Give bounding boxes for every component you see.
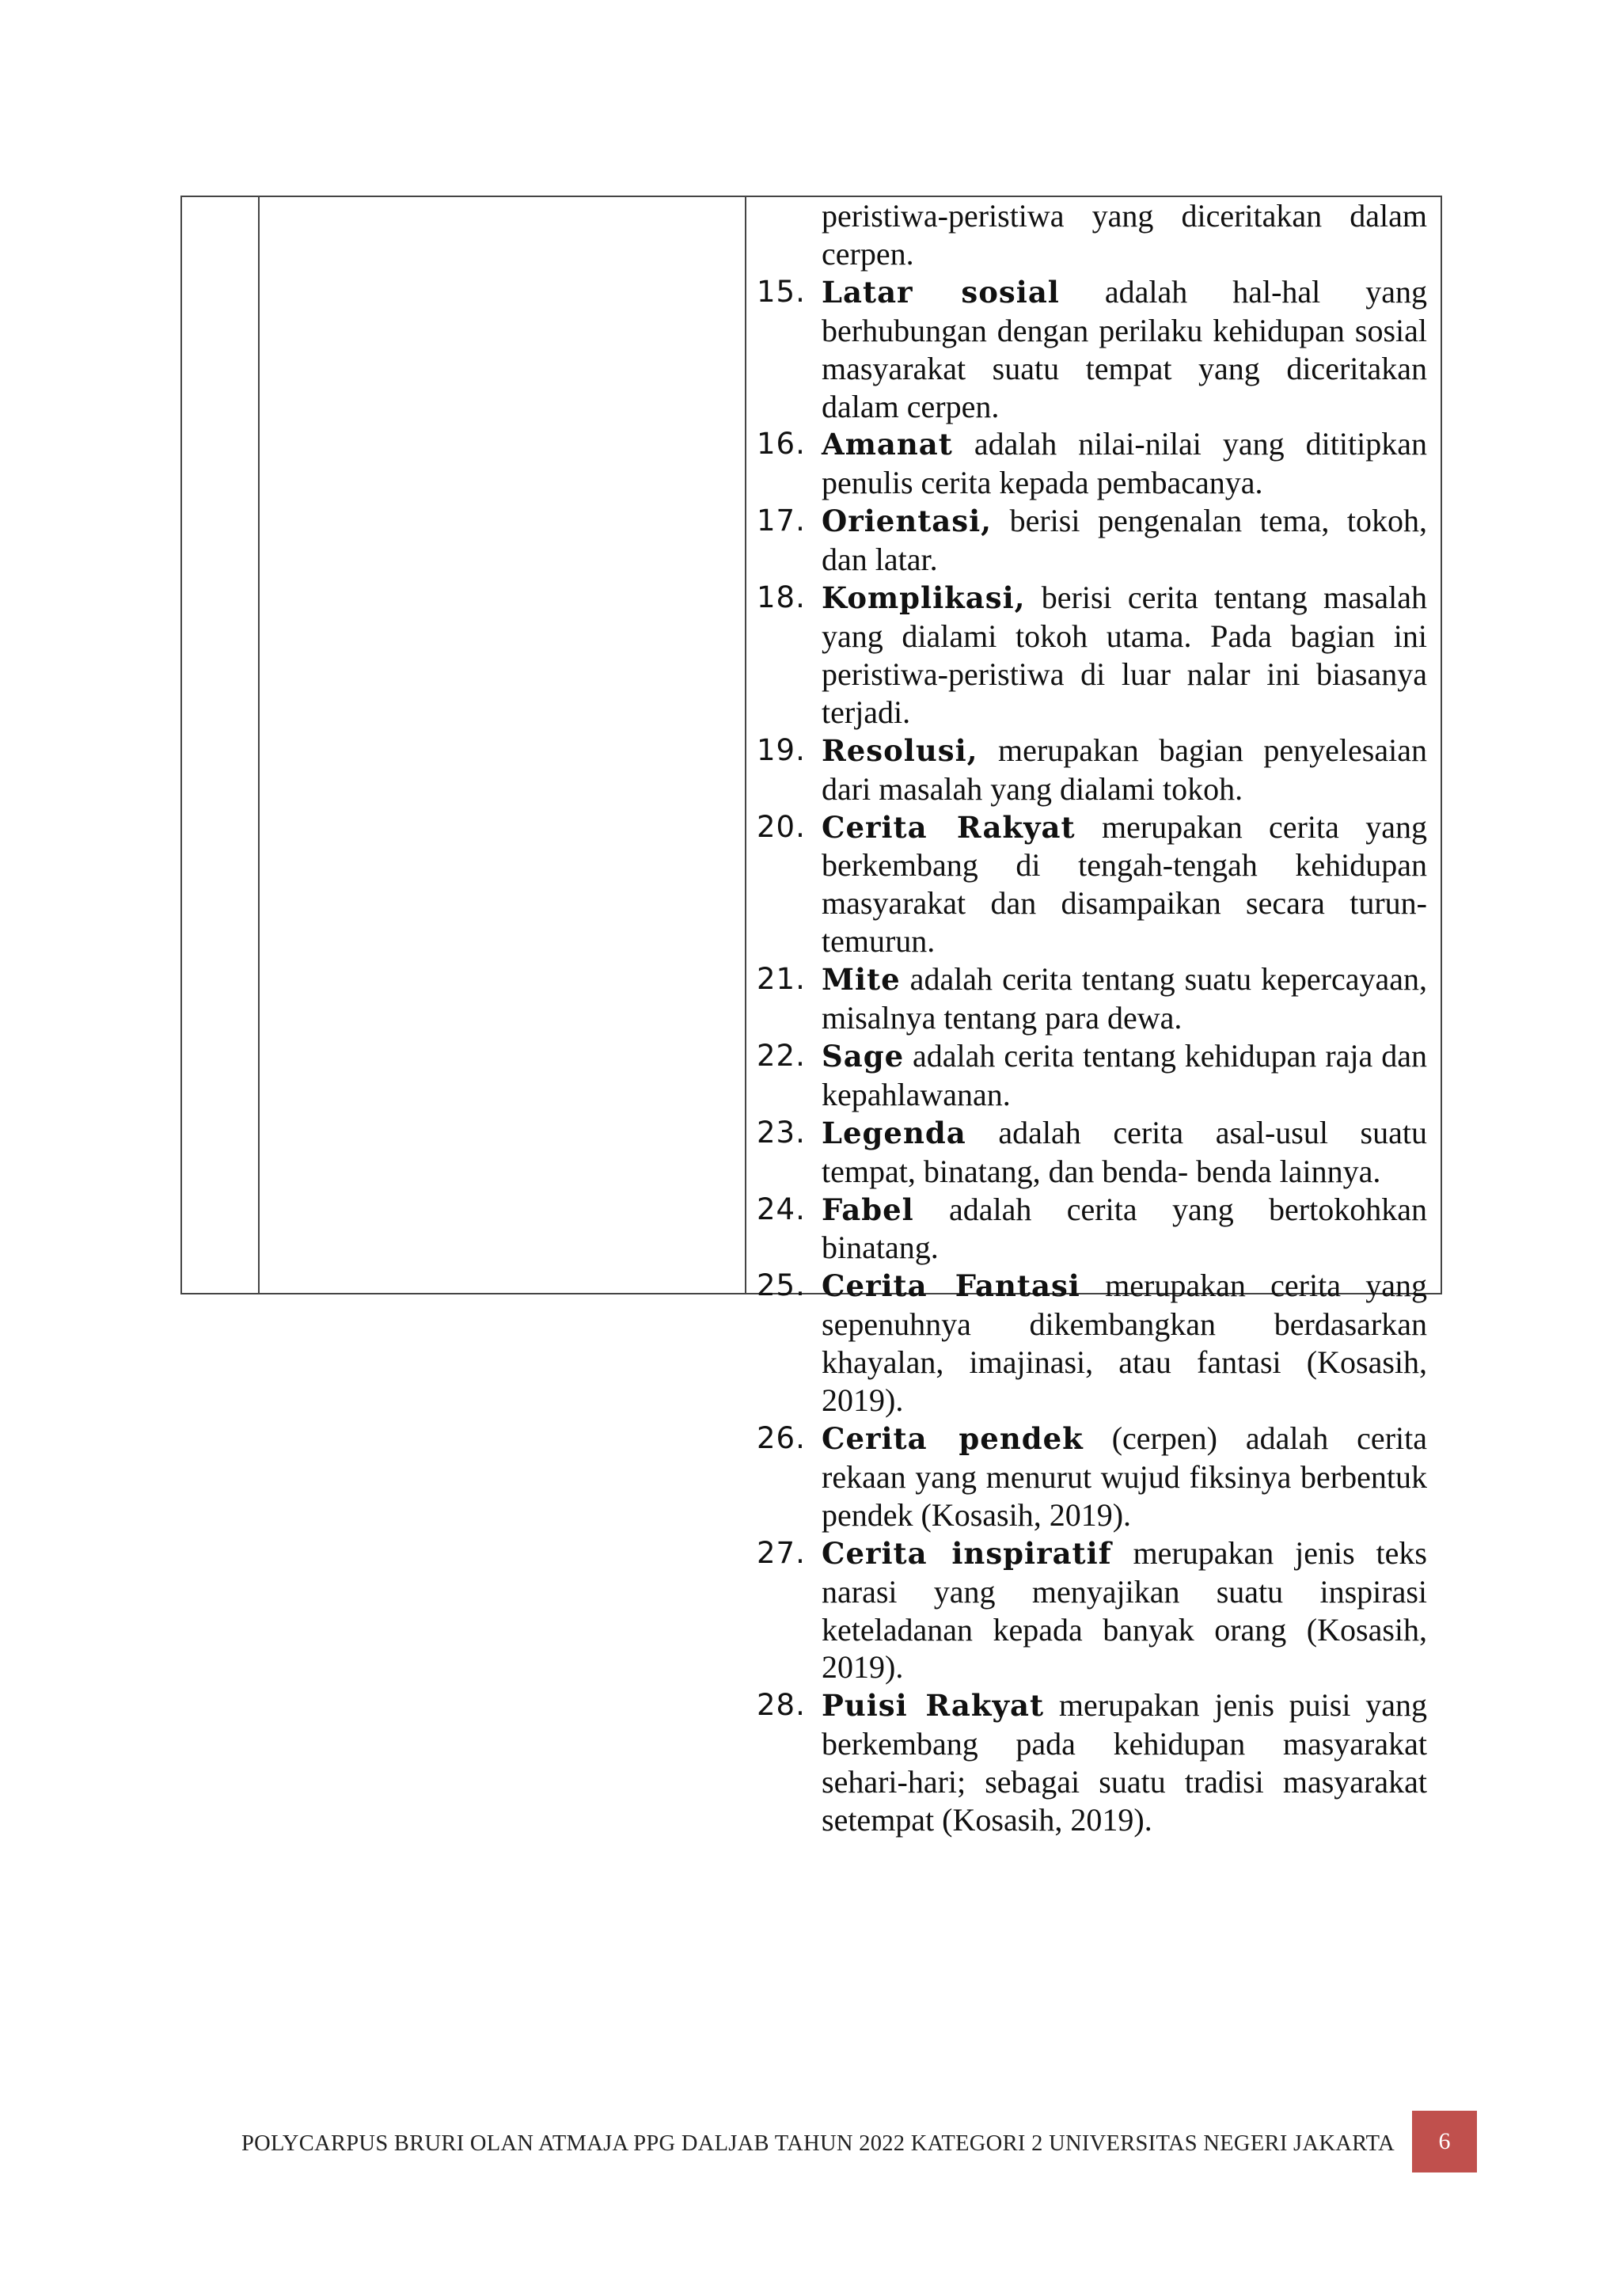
- table-column-divider: [745, 197, 746, 1293]
- list-item-number: 19.: [757, 732, 806, 767]
- list-item-number: 22.: [757, 1038, 806, 1073]
- list-item-definition: (cerpen) adalah cerita rekaan yang menurut wujud fiksinya berbentuk pendek (Kosasih, 2019).: [822, 1420, 1427, 1533]
- list-item-definition: merupakan jenis puisi yang berkembang pada kehidupan masyarakat sehari-hari; sebagai suatu tradisi masyarakat setempat (Kosasih, 2019).: [822, 1687, 1427, 1838]
- list-item-number: 28.: [757, 1688, 806, 1723]
- list-item: [756, 273, 1427, 426]
- list-item-term: Cerita Rakyat: [822, 809, 1076, 845]
- list-item-term: Orientasi,: [822, 504, 993, 539]
- list-item-text: [822, 1686, 1427, 1839]
- list-item-text: [822, 1420, 1427, 1534]
- page-number: 6: [1438, 2128, 1451, 2154]
- list-item-text: [822, 1534, 1427, 1687]
- list-item-definition: berisi cerita tentang masalah yang dialami tokoh utama. Pada bagian ini peristiwa-peristiwa di luar nalar ini biasanya terjadi.: [822, 580, 1427, 730]
- list-item-number: 23.: [757, 1115, 806, 1150]
- list-item-number: 24.: [757, 1192, 806, 1226]
- list-item-term: Puisi Rakyat: [822, 1688, 1045, 1724]
- glossary-list: [756, 197, 1427, 1839]
- list-item-text: [822, 1114, 1427, 1191]
- list-item-definition: merupakan cerita yang berkembang di tengah-tengah kehidupan masyarakat dan disampaikan secara turun-temurun.: [822, 808, 1427, 960]
- list-item-term: Sage: [822, 1038, 905, 1074]
- list-item-term: Latar sosial: [822, 274, 1060, 310]
- list-item-number: 20.: [757, 809, 806, 844]
- list-item-number: 15.: [757, 274, 806, 309]
- list-item-text: [822, 579, 1427, 732]
- list-item-number: 17.: [757, 504, 806, 538]
- list-item-definition: adalah nilai-nilai yang dititipkan penulis cerita kepada pembacanya.: [822, 426, 1427, 501]
- list-item-text: [822, 502, 1427, 579]
- list-item-definition: berisi pengenalan tema, tokoh, dan latar.: [822, 503, 1427, 578]
- table-cell-description: [756, 197, 1427, 1839]
- list-item-term: Komplikasi,: [822, 580, 1026, 616]
- list-item-text: [822, 1267, 1427, 1420]
- list-item-number: 26.: [757, 1421, 806, 1455]
- list-item: [756, 1114, 1427, 1191]
- list-item: [756, 1534, 1427, 1687]
- list-item-definition: merupakan bagian penyelesaian dari masalah yang dialami tokoh.: [822, 732, 1427, 807]
- list-item-term: Fabel: [822, 1192, 914, 1227]
- list-item-definition: adalah hal-hal yang berhubungan dengan perilaku kehidupan sosial masyarakat suatu tempat yang diceritakan dalam cerpen.: [822, 273, 1427, 424]
- list-item-term: Cerita inspiratif: [822, 1535, 1112, 1571]
- list-item-text: [822, 1191, 1427, 1268]
- list-item-definition: adalah cerita tentang kehidupan raja dan kepahlawanan.: [822, 1037, 1427, 1112]
- list-item: [756, 732, 1427, 808]
- content-table: [180, 196, 1442, 1838]
- list-item: [756, 1420, 1427, 1534]
- list-item: [756, 960, 1427, 1037]
- list-item-text: [822, 732, 1427, 808]
- list-item: [756, 1191, 1427, 1268]
- list-item: [756, 1267, 1427, 1420]
- list-item-term: Cerita Fantasi: [822, 1268, 1080, 1304]
- list-item-definition: adalah cerita tentang suatu kepercayaan, misalnya tentang para dewa.: [822, 961, 1427, 1036]
- list-item-definition: merupakan jenis teks narasi yang menyajikan suatu inspirasi keteladanan kepada banyak orang (Kosasih, 2019).: [822, 1534, 1427, 1686]
- page-footer: [0, 2111, 1621, 2174]
- list-item-text: [822, 808, 1427, 961]
- list-item-continuation: [756, 197, 1427, 273]
- list-item: [756, 579, 1427, 732]
- list-item: [756, 502, 1427, 579]
- list-item-term: Amanat: [822, 427, 953, 462]
- footer-text: POLYCARPUS BRURI OLAN ATMAJA PPG DALJAB TAHUN 2022 KATEGORI 2 UNIVERSITAS NEGERI JAKARTA: [241, 2131, 1395, 2156]
- list-item-definition: adalah cerita asal-usul suatu tempat, binatang, dan benda- benda lainnya.: [822, 1114, 1427, 1189]
- list-item-term: Mite: [822, 962, 901, 998]
- list-item-definition: adalah cerita yang bertokohkan binatang.: [822, 1191, 1427, 1266]
- list-item: [756, 1686, 1427, 1839]
- list-item-number: 21.: [757, 962, 806, 997]
- list-item-number: 18.: [757, 580, 806, 615]
- list-item-number: 16.: [757, 427, 806, 462]
- list-item-term: Resolusi,: [822, 732, 978, 768]
- list-item-number: 27.: [757, 1535, 806, 1570]
- list-item-term: Cerita pendek: [822, 1421, 1084, 1456]
- continuation-text: peristiwa-peristiwa yang diceritakan dalam cerpen.: [822, 198, 1427, 272]
- table-column-divider: [258, 197, 260, 1293]
- list-item: [756, 1037, 1427, 1114]
- list-item-text: [822, 273, 1427, 426]
- list-item-number: 25.: [757, 1268, 806, 1303]
- list-item: [756, 808, 1427, 961]
- list-item-definition: merupakan cerita yang sepenuhnya dikembangkan berdasarkan khayalan, imajinasi, atau fantasi (Kosasih, 2019).: [822, 1268, 1427, 1419]
- page-number-badge: [1412, 2111, 1477, 2172]
- list-item-text: [822, 425, 1427, 502]
- list-item-term: Legenda: [822, 1115, 966, 1150]
- list-item-text: [822, 1037, 1427, 1114]
- list-item: [756, 425, 1427, 502]
- list-item-text: [822, 960, 1427, 1037]
